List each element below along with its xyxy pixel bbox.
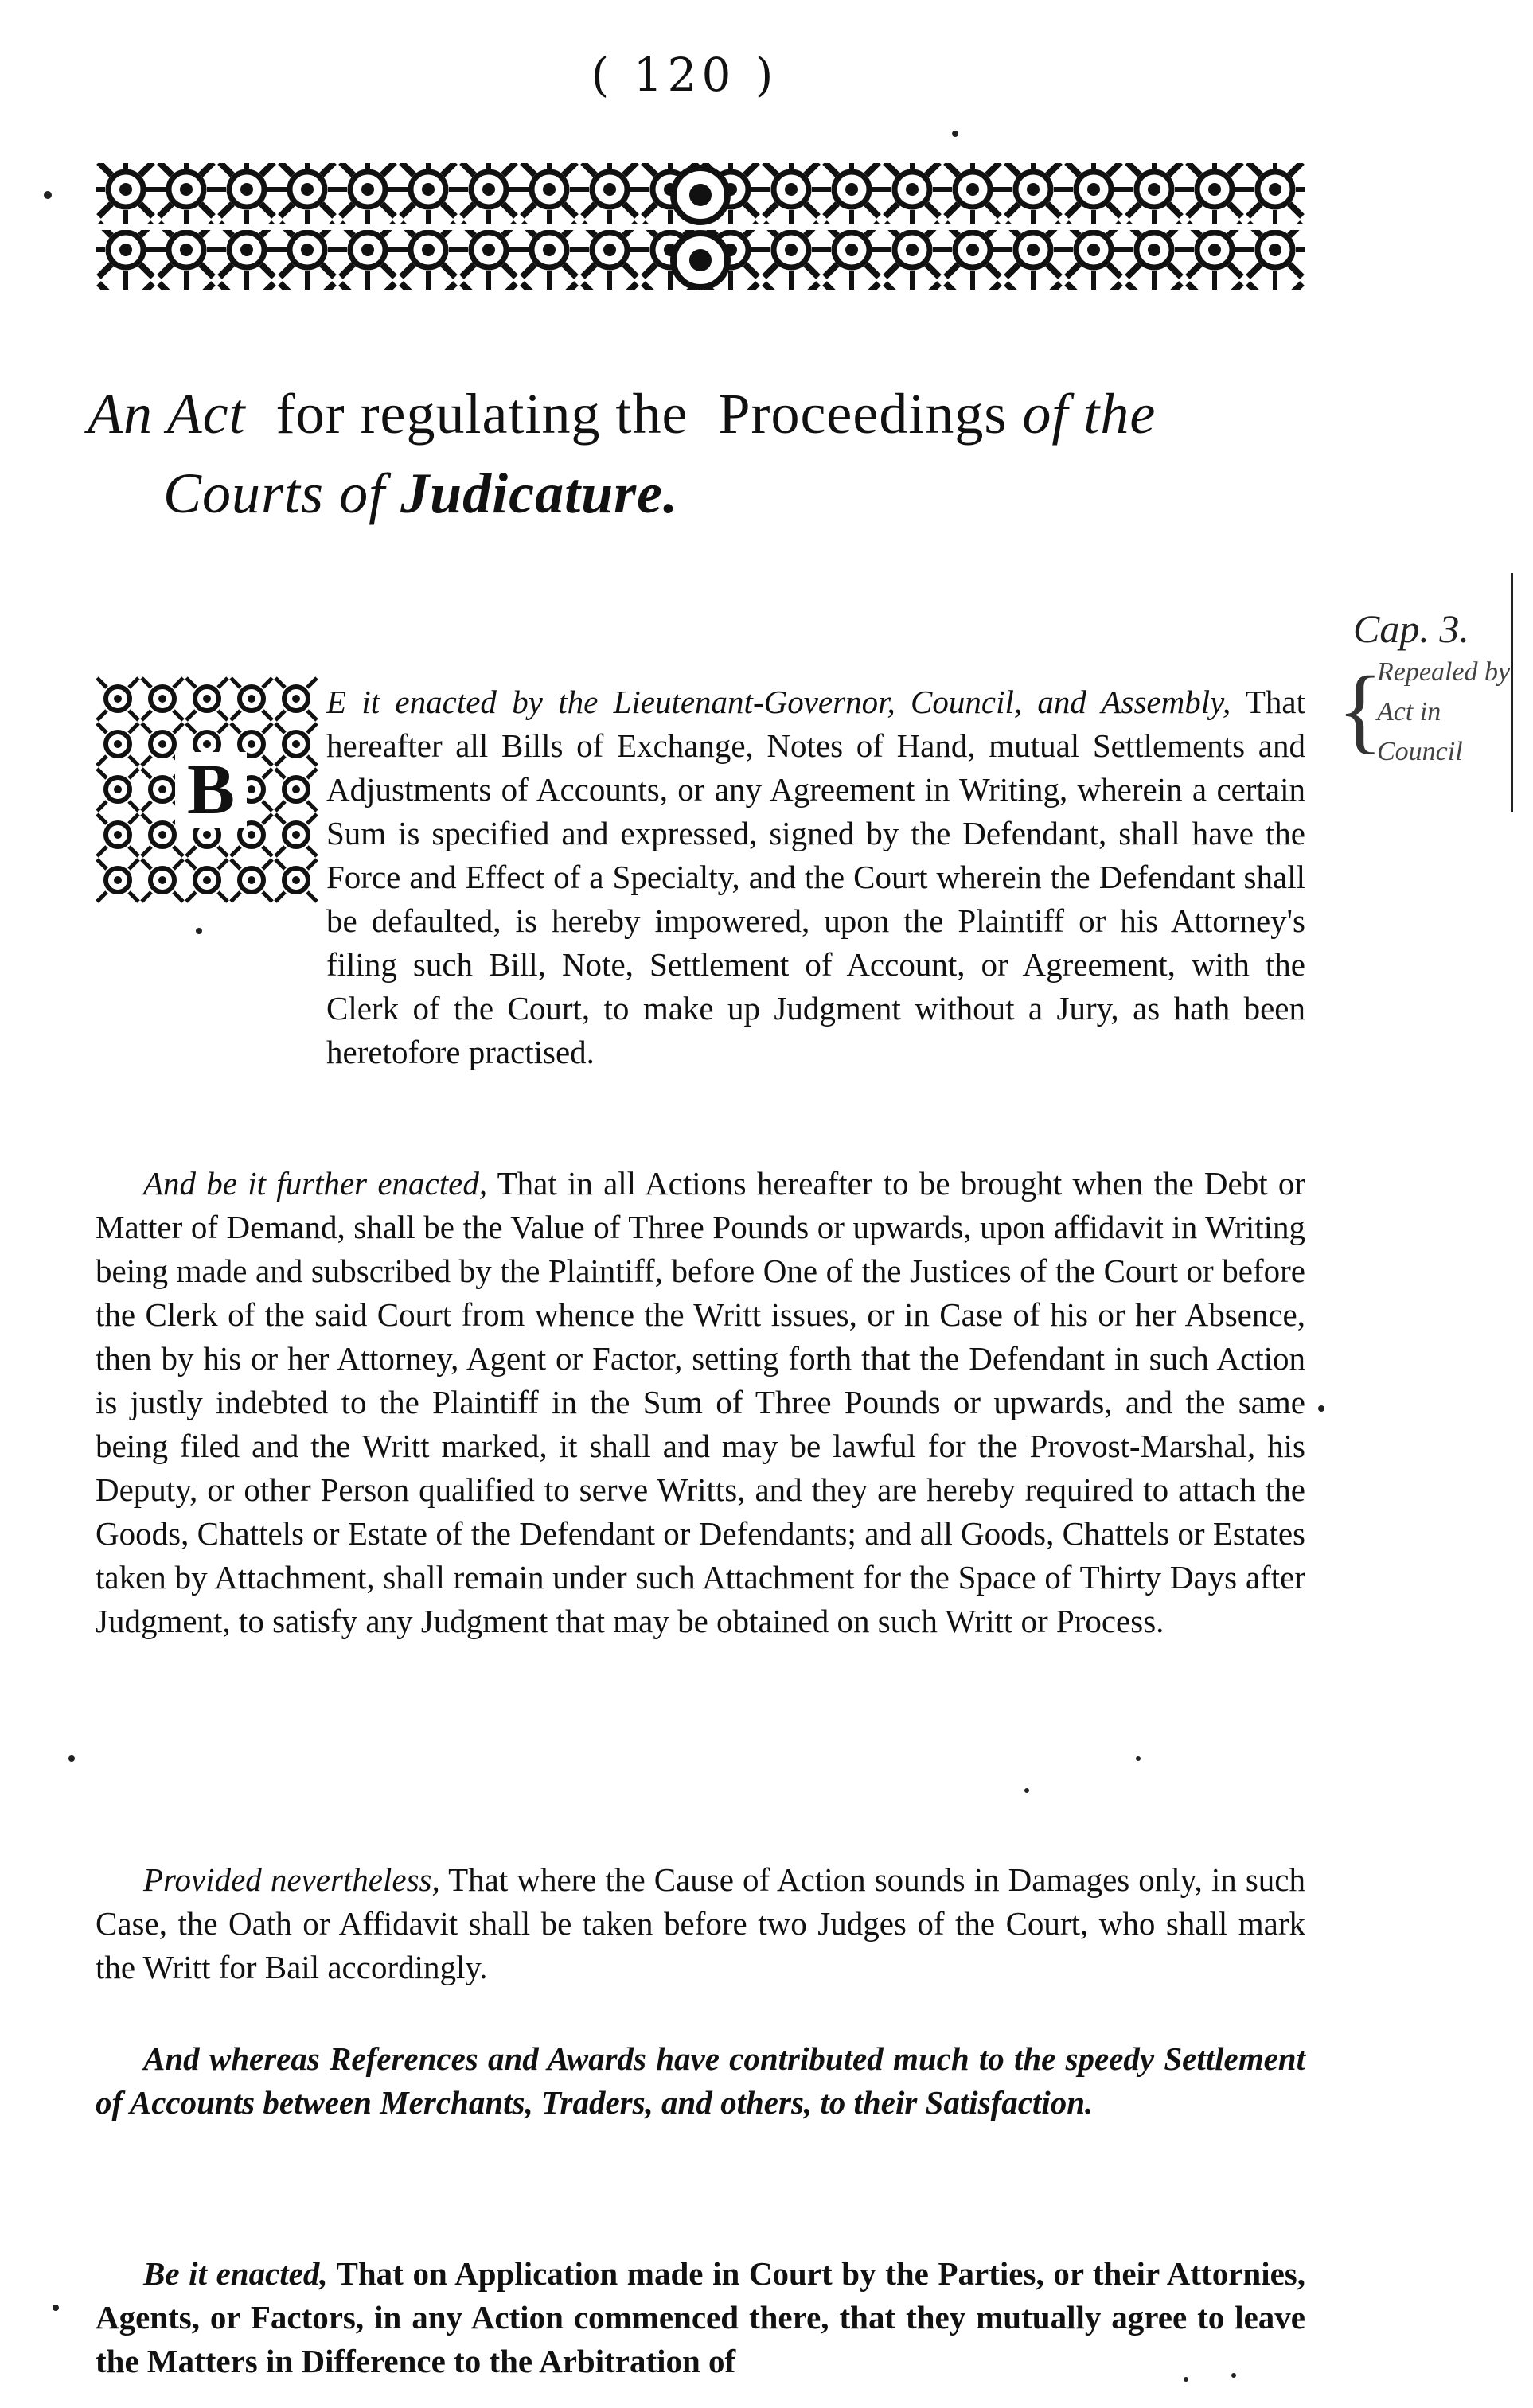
paragraph-1-body: That hereafter all Bills of Exchange, Notes of Hand, mutual Settlements and Adjustments of Accounts, or any Agreement in Writing, wherein a certain Sum is specified and expressed, signed by the Defendant, shall have the Force and Effect of a Specialty, and the Court wherein the Defendant shall be defaulted, is hereby impowered, upon the Plaintiff or his Attorney's filing such Bill, Note, Settlement of Account, or Agreement, with the Clerk of the Court, to make up Judgment without a Jury, as hath been heretofore practised. [326,684,1305,1070]
title-judicature: Judicature. [400,462,679,525]
paragraph-3 [96,1858,1305,1989]
paragraph-5-lead: Be it enacted, [143,2255,328,2292]
title-proceedings: Proceedings [718,382,1008,446]
paragraph-4-whereas [96,2037,1305,2125]
paragraph-5-body: That on Application made in Court by the Parties, or their Attornies, Agents, or Factors, in any Action commenced there, that they mutually agree to leave the Matters in Difference to the Arbitration of [96,2255,1305,2379]
paragraph-3-lead: Provided nevertheless, [143,1861,440,1898]
svg-text:B: B [186,750,236,829]
title-act-word: An Act [88,382,246,446]
margin-note [1337,605,1520,772]
ornamental-header-band [96,159,1305,294]
margin-chapter: Cap. 3. [1353,606,1469,651]
paragraph-5 [96,2252,1305,2383]
paragraph-2-lead: And be it further enacted, [143,1165,488,1202]
margin-annotation: Repealed by Act in Council [1377,657,1511,766]
paragraph-3-body: That where the Cause of Action sounds in Damages only, in such Case, the Oath or Affidavit shall be taken before two Judges of the Court, who shall mark the Writt for Bail accordingly. [96,1861,1306,1985]
page-number: ( 120 ) [591,48,778,102]
act-title [88,374,1361,533]
title-courts-of: Courts of [163,462,386,525]
paragraph-1-lead: E it enacted by the Lieutenant-Governor, Council, and Assembly, [326,684,1231,720]
paragraph-1 [96,680,1305,1074]
title-of-the: of the [1022,382,1157,446]
margin-brace: { [1337,657,1383,762]
paragraph-2-body: That in all Actions hereafter to be brought when the Debt or Matter of Demand, shall be the Value of Three Pounds or upwards, upon affidavit in Writing being made and subscribed by the Plaintiff, before One of the Justices of the Court or before the Clerk of the said Court from whence the Writt issues, or in Case of his or her Absence, then by his or her Attorney, Agent or Factor, setting forth that the Defendant in such Action is justly indebted to the Plaintiff in the Sum of Three Pounds or upwards, and the same being filed and the Writt marked, it shall and may be lawful for the Provost-Marshal, his Deputy, or other Person qualified to serve Writts, and they are hereby required to attach the Goods, Chattels or Estate of the Defendant or Defendants; and all Goods, Chattels or Estates taken by Attachment, shall remain under such Attachment for the Space of Thirty Days after Judgment, to satisfy any Judgment that may be obtained on such Writt or Process. [96,1165,1305,1639]
paragraph-4-text: And whereas References and Awards have contributed much to the speedy Settlement of Accounts between Merchants, Traders, and others, to their Satisfaction. [96,2040,1305,2121]
paragraph-2 [96,1162,1305,1643]
title-regulating: for regulating the [275,382,688,446]
